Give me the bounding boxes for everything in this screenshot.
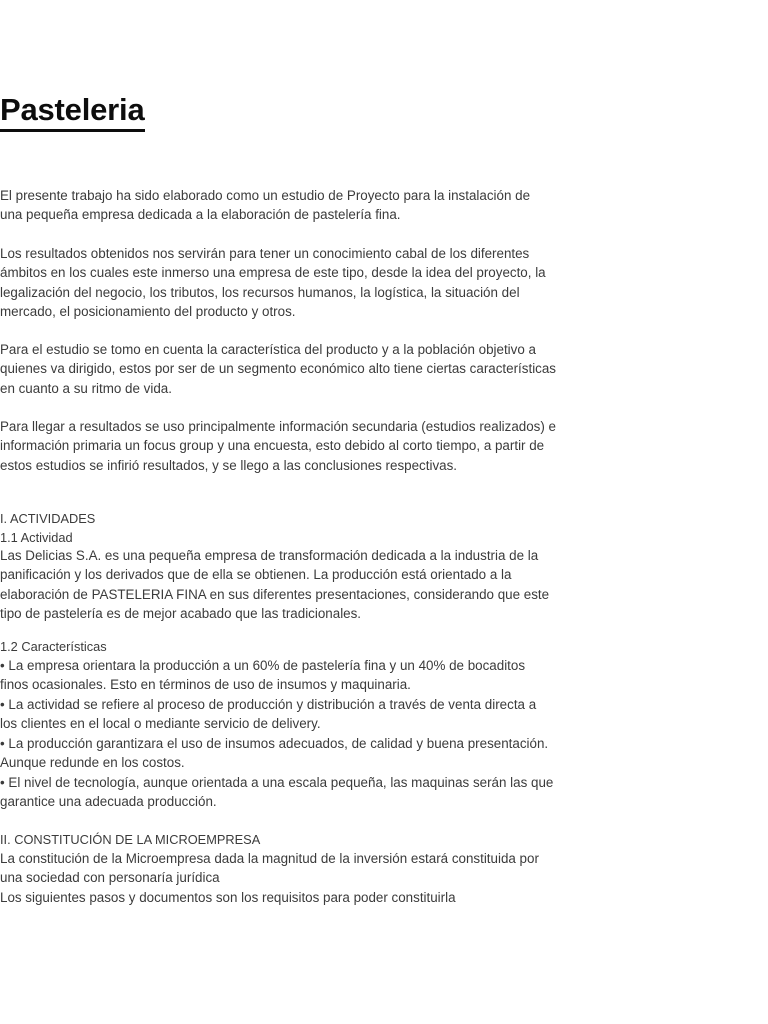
paragraph-constitucion-pasos [0,888,556,907]
list-item [0,695,556,734]
paragraph-text: Las Delicias S.A. es una pequeña empresa de transformación dedicada a la industria de la panificación y los derivados que de ella se obtienen. La producción está orientado a la elaboración de PASTELERIA FINA en sus diferentes presentaciones, considerando que este tipo de pastelería es de mejor acabado que las tradicionales. [0,548,550,622]
bullet-text: • La producción garantizara el uso de insumos adecuados, de calidad y buena presentación. Aunque redunde en los costos. [0,736,549,771]
list-item [0,773,556,812]
paragraph-text: Los resultados obtenidos nos servirán para tener un conocimiento cabal de los diferentes ámbitos en los cuales este inmerso una empresa de este tipo, desde la idea del proyecto, la legalización del negocio, los tributos, los recursos humanos, la logística, la situación del mercado, el posicionamiento del producto y otros. [0,246,546,320]
paragraph-intro-3 [0,340,556,398]
paragraph-text: La constitución de la Microempresa dada la magnitud de la inversión estará constituida por una sociedad con personaría jurídica [0,851,539,886]
subsection-heading-actividad [0,528,556,547]
page-title: Pasteleria [0,93,145,132]
subsection-heading-caracteristicas [0,637,556,656]
paragraph-intro-4 [0,417,556,475]
paragraph-constitucion-body [0,849,556,888]
heading-text: II. CONSTITUCIÓN DE LA MICROEMPRESA [0,832,261,847]
list-item [0,656,556,695]
section-heading-constitucion [0,830,556,849]
list-item [0,734,556,773]
paragraph-intro-2 [0,244,556,322]
paragraph-text: El presente trabajo ha sido elaborado como un estudio de Proyecto para la instalación de una pequeña empresa dedicada a la elaboración de pastelería fina. [0,188,531,223]
bullet-text: • La empresa orientara la producción a un 60% de pastelería fina y un 40% de bocaditos finos ocasionales. Esto en términos de uso de insumos y maquinaria. [0,658,526,693]
paragraph-intro-1 [0,186,556,225]
subheading-text: 1.2 Características [0,639,107,654]
section-heading-actividades [0,509,556,528]
bullet-text: • El nivel de tecnología, aunque orientada a una escala pequeña, las maquinas serán las que garantice una adecuada producción. [0,775,554,810]
paragraph-text: Para el estudio se tomo en cuenta la característica del producto y a la población objetivo a quienes va dirigido, estos por ser de un segmento económico alto tiene ciertas características en cuanto a su ritmo de vida. [0,342,557,396]
heading-text: I. ACTIVIDADES [0,511,96,526]
bullet-text: • La actividad se refiere al proceso de producción y distribución a través de venta directa a los clientes en el local o mediante servicio de delivery. [0,697,537,732]
paragraph-text: Para llegar a resultados se uso principalmente información secundaria (estudios realizados) e información primaria un focus group y una encuesta, esto debido al corto tiempo, a partir de estos estudios se infirió resultados, y se llego a las conclusiones respectivas. [0,419,557,473]
paragraph-actividad-body [0,546,556,624]
subheading-text: 1.1 Actividad [0,530,73,545]
paragraph-text: Los siguientes pasos y documentos son los requisitos para poder constituirla [0,890,456,905]
